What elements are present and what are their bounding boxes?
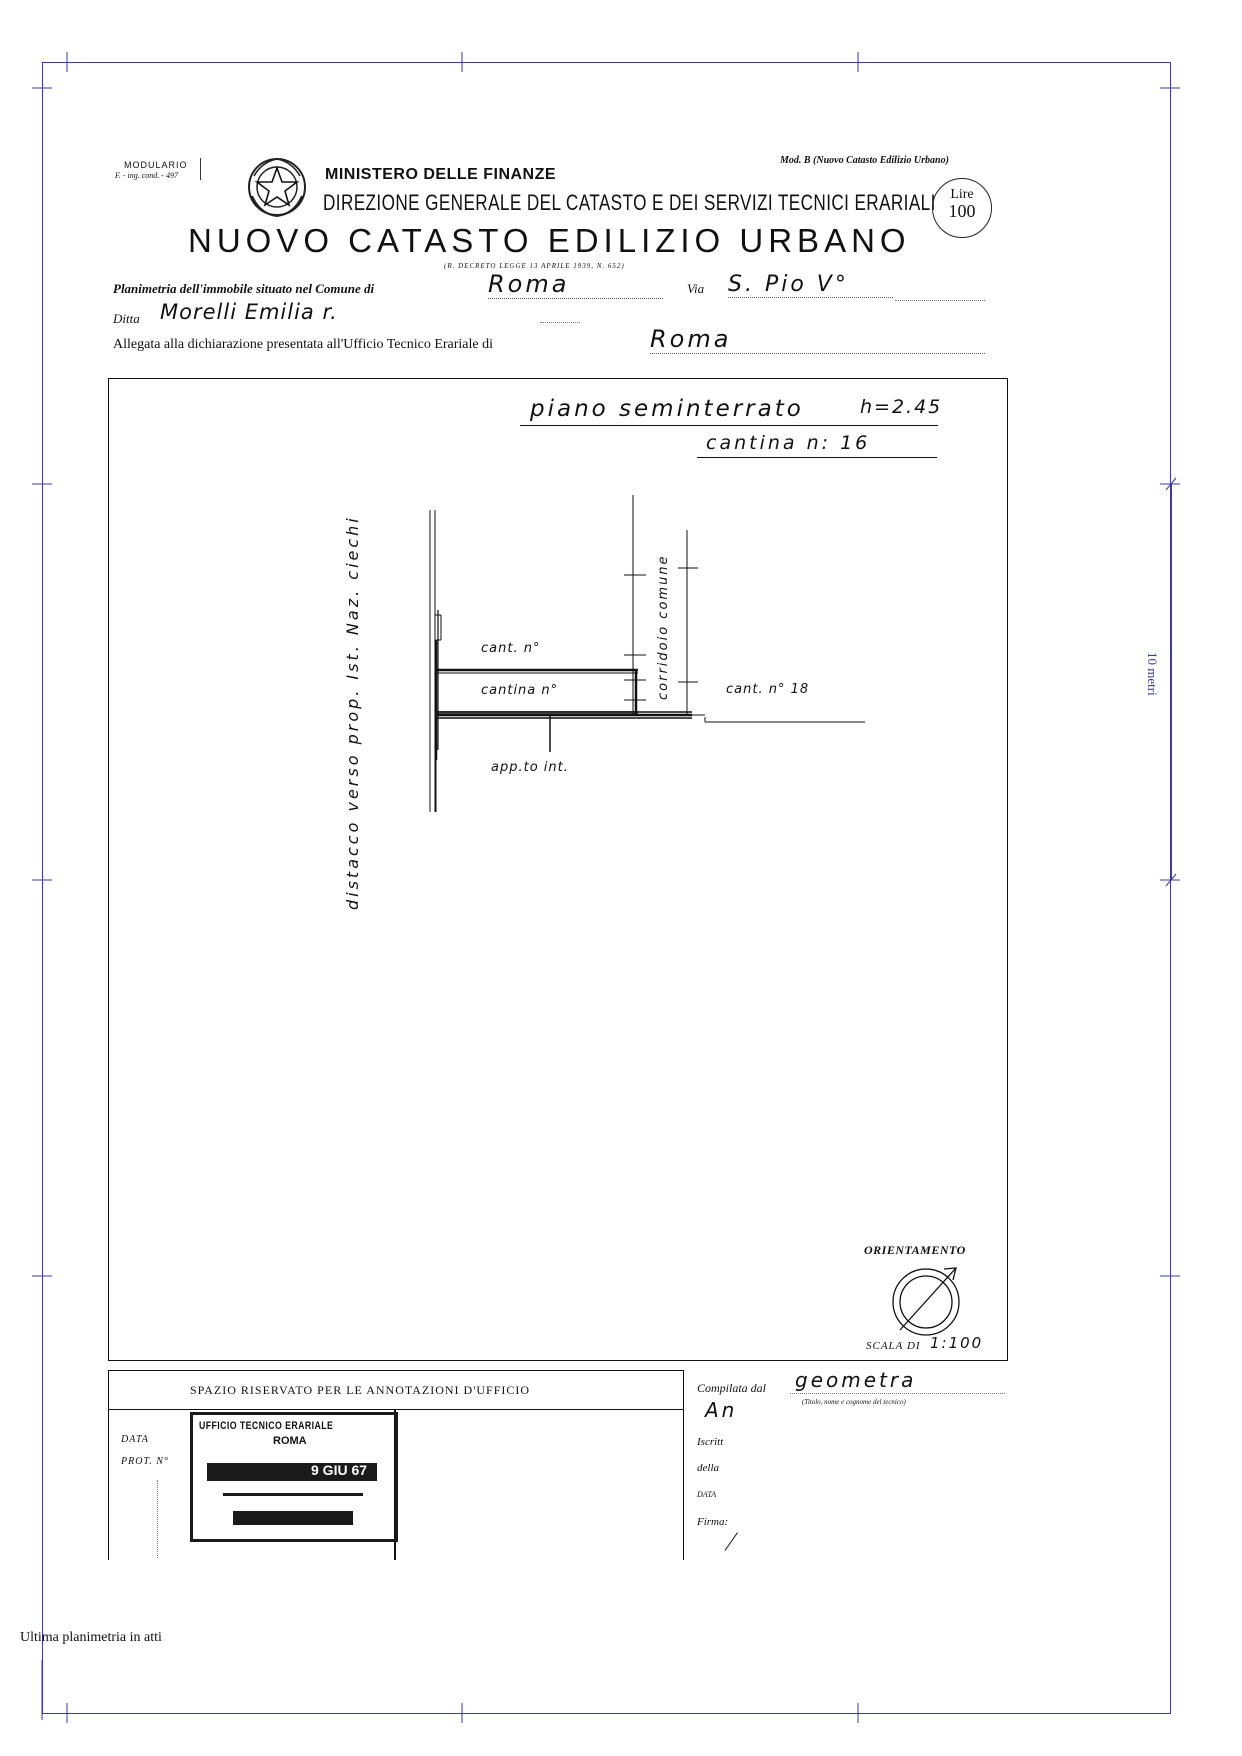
stamp-line2: ROMA (273, 1435, 307, 1447)
lire-stamp (932, 178, 992, 238)
compilata-value: geometra (795, 1368, 917, 1392)
ditta-label: Ditta (113, 311, 140, 326)
floor-plan-drawing (400, 490, 880, 820)
modulario-sub: F. - ing. cond. - 497 (115, 171, 178, 180)
plan-height: h=2.45 (860, 396, 943, 418)
plan-floor: piano seminterrato (530, 396, 804, 422)
plan-cant-n: cant. n° (481, 641, 541, 656)
iscritto-label: Iscritt (697, 1436, 724, 1448)
emblem-icon (246, 154, 308, 220)
plan-floor-underline (520, 425, 938, 426)
margin-note: Ultima planimetria in atti (20, 1630, 162, 1645)
stamp-band-2 (223, 1493, 363, 1496)
document-title: NUOVO CATASTO EDILIZIO URBANO (188, 222, 911, 259)
lire-label: Lire (950, 187, 974, 202)
stamp-line3: 9 GIU 67 (311, 1462, 368, 1478)
scala-label: SCALA DI (866, 1340, 921, 1352)
planimetria-label: Planimetria dell'immobile situato nel Comune di (113, 281, 375, 296)
left-dotted-margin (157, 1480, 159, 1558)
plan-appto: app.to int. (491, 760, 569, 775)
compass-icon (886, 1260, 966, 1340)
spazio-underline (108, 1409, 684, 1410)
plan-cantina: cantina n: 16 (706, 432, 871, 454)
compilata-dots (790, 1393, 1005, 1394)
prot-label: PROT. N° (121, 1456, 169, 1467)
stamp-line1: UFFICIO TECNICO ERARIALE (199, 1420, 334, 1432)
ufficio-field: Roma (650, 325, 985, 354)
data-label: DATA (121, 1434, 149, 1445)
della-label: della (697, 1462, 719, 1474)
allegata-label: Allegata alla dichiarazione presentata all'Ufficio Tecnico Erariale di (113, 337, 494, 352)
ministry-title: MINISTERO DELLE FINANZE (325, 166, 557, 183)
plan-cantina-underline (697, 457, 937, 458)
spazio-title: SPAZIO RISERVATO PER LE ANNOTAZIONI D'UFFICIO (190, 1383, 531, 1397)
decree: (R. DECRETO LEGGE 13 APRILE 1939, N. 652) (444, 262, 625, 270)
plan-distacco: distacco verso prop. Ist. Naz. ciechi (343, 515, 362, 910)
compilata-label: Compilata dal (697, 1381, 767, 1395)
stamp-band-3 (233, 1511, 353, 1525)
ditta-field: Morelli Emilia r. (160, 300, 338, 324)
via-dots-ext (895, 300, 985, 301)
data2-label: DATA (697, 1490, 717, 1499)
office-stamp (190, 1412, 398, 1542)
firma-label: Firma: (697, 1516, 729, 1528)
modulario: MODULARIO (124, 160, 188, 170)
plan-corridoio: corridoio comune (656, 554, 671, 700)
modulario-divider (200, 158, 201, 180)
via-field: S. Pio V° (728, 272, 893, 298)
plan-cant-18: cant. n° 18 (726, 682, 810, 697)
comune-field: Roma (488, 270, 663, 299)
compilata-name: An (705, 1398, 738, 1422)
mod-b: Mod. B (Nuovo Catasto Edilizio Urbano) (780, 155, 949, 166)
scale-bar-label: 10 metri (1145, 652, 1160, 696)
titolo-note: (Titolo, nome e cognome del tecnico) (802, 1398, 906, 1406)
lire-value: 100 (948, 201, 976, 221)
direction-title: DIREZIONE GENERALE DEL CATASTO E DEI SERVIZI TECNICI ERARIALI (323, 190, 936, 215)
via-label: Via (687, 281, 705, 296)
ditta-dots (540, 322, 580, 323)
scala-value: 1:100 (930, 1334, 984, 1352)
orientamento-label: ORIENTAMENTO (864, 1243, 966, 1257)
plan-cantina-n: cantina n° (481, 683, 559, 698)
